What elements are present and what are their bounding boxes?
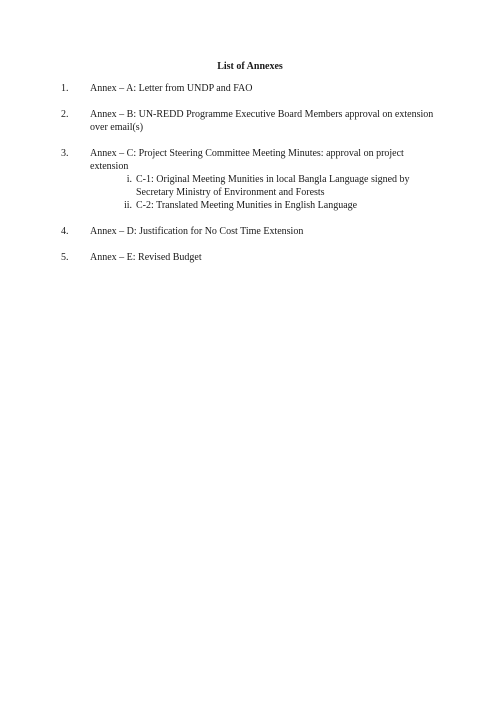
page-title: List of Annexes: [217, 61, 283, 72]
annex-number: 5.: [61, 252, 69, 263]
annex-text: Annex – D: Justification for No Cost Time Extension: [90, 226, 304, 237]
sub-item-number: i.: [126, 174, 132, 185]
annex-number: 4.: [61, 226, 69, 237]
sub-item-c2: [0, 199, 500, 212]
annex-text: Annex – C: Project Steering Committee Meeting Minutes: approval on project extension: [90, 148, 404, 172]
sub-item-text: C-2: Translated Meeting Munities in English Language: [136, 200, 358, 211]
annex-item-e: [0, 251, 500, 264]
annex-item-c: [0, 147, 500, 212]
annex-text: Annex – A: Letter from UNDP and FAO: [90, 83, 253, 94]
annex-number: 3.: [61, 148, 69, 159]
annex-text: Annex – E: Revised Budget: [90, 252, 202, 263]
annex-list: [0, 82, 500, 264]
sub-item-c1: [0, 173, 500, 199]
annex-item-d: [0, 225, 500, 238]
sub-item-number: ii.: [123, 200, 132, 211]
annex-item-a: [0, 82, 500, 95]
annex-number: 2.: [61, 109, 69, 120]
annex-text: Annex – B: UN-REDD Programme Executive Board Members approval on extension over email(s): [90, 109, 434, 133]
annex-c-sub-list: [0, 173, 500, 212]
annex-item-b: [0, 108, 500, 134]
annex-number: 1.: [61, 83, 69, 94]
sub-item-text: C-1: Original Meeting Munities in local Bangla Language signed by Secretary Ministry of Environment and Forests: [136, 174, 410, 198]
